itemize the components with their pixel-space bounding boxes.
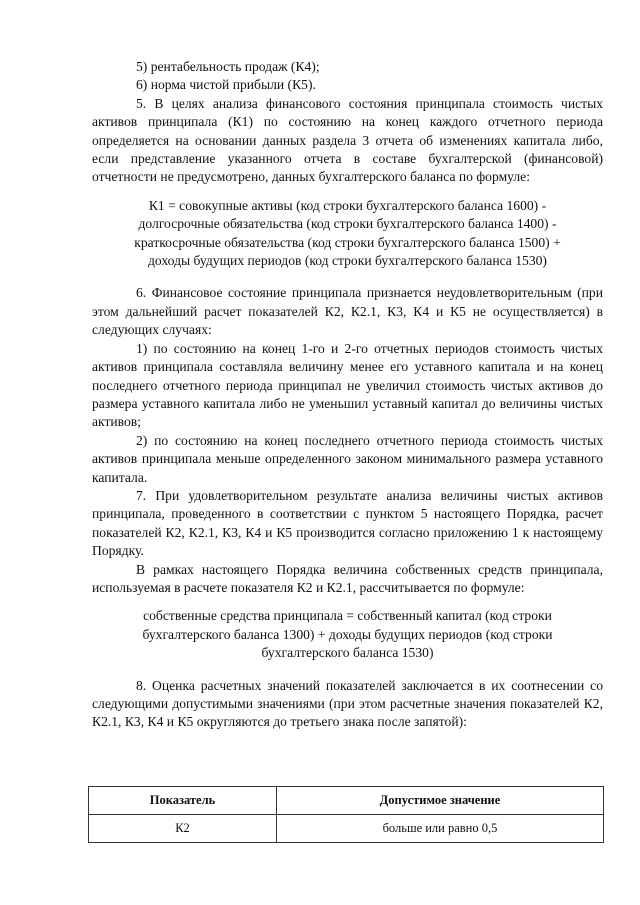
column-header: Показатель [89, 787, 277, 815]
table-cell: К2 [89, 815, 277, 843]
table-cell: больше или равно 0,5 [276, 815, 603, 843]
paragraph-6: 6. Финансовое состояние принципала признается неудовлетворительным (при этом дальнейший расчет показателей К2, К2.1, К3, К4 и К5 не осуществляется) в следующих случаях: [92, 285, 603, 338]
paragraph-5: 5. В целях анализа финансового состояния принципала стоимость чистых активов принципала (К1) по состоянию на конец каждого отчетного периода определяется на основании данных раздела 3 отчета об изменениях капитала либо, если представление указанного отчета в составе бухгалтерской (финансовой) отчетности не предусмотрено, данных бухгалтерского баланса по формуле: [92, 95, 603, 185]
list-item: 5) рентабельность продаж (К4); [136, 59, 320, 74]
norms-table [88, 786, 604, 843]
table-header-row [89, 787, 604, 815]
column-header: Допустимое значение [276, 787, 603, 815]
paragraph-8: 8. Оценка расчетных значений показателей заключается в их соотнесении со следующими допустимыми значениями (при этом расчетные значения показателей К2, К2.1, К3, К4 и К5 округляются до третьего знака после запятой): [92, 677, 603, 730]
table-row [89, 815, 604, 843]
paragraph-7: 7. При удовлетворительном результате анализа величины чистых активов принципала, проведенного в соответствии с пунктом 5 настоящего Порядка, расчет показателей К2, К2.1, К3, К4 и К5 производится согласно приложению 1 к настоящему Порядку. [92, 487, 603, 559]
paragraph-7b: В рамках настоящего Порядка величина собственных средств принципала, используемая в расчете показателя К2 и К2.1, рассчитывается по формуле: [92, 561, 603, 595]
list-item: 6) норма чистой прибыли (К5). [136, 77, 316, 93]
formula-k1: К1 = совокупные активы (код строки бухгалтерского баланса 1600) - долгосрочные обязательства (код строки бухгалтерского баланса 1400) - краткосрочные обязательства (код строки бухгалтерского баланса 1500) + доходы будущих периодов (код строки бухгалтерского баланса 1530) [134, 197, 561, 269]
case-item: 2) по состоянию на конец последнего отчетного периода стоимость чистых активов принципала меньше определенного законом минимального размера уставного капитала. [92, 432, 603, 485]
formula-own-funds: собственные средства принципала = собственный капитал (код строки бухгалтерского баланса 1300) + доходы будущих периодов (код строки бухгалтерского баланса 1530) [142, 608, 553, 661]
document-body [92, 58, 603, 732]
case-item: 1) по состоянию на конец 1-го и 2-го отчетных периодов стоимость чистых активов принципала составляла величину менее его уставного капитала и на конец последнего отчетного периода принципал не увеличил стоимость чистых активов до размера уставного капитала либо не уменьшил уставный капитал до величины чистых активов; [92, 340, 603, 430]
